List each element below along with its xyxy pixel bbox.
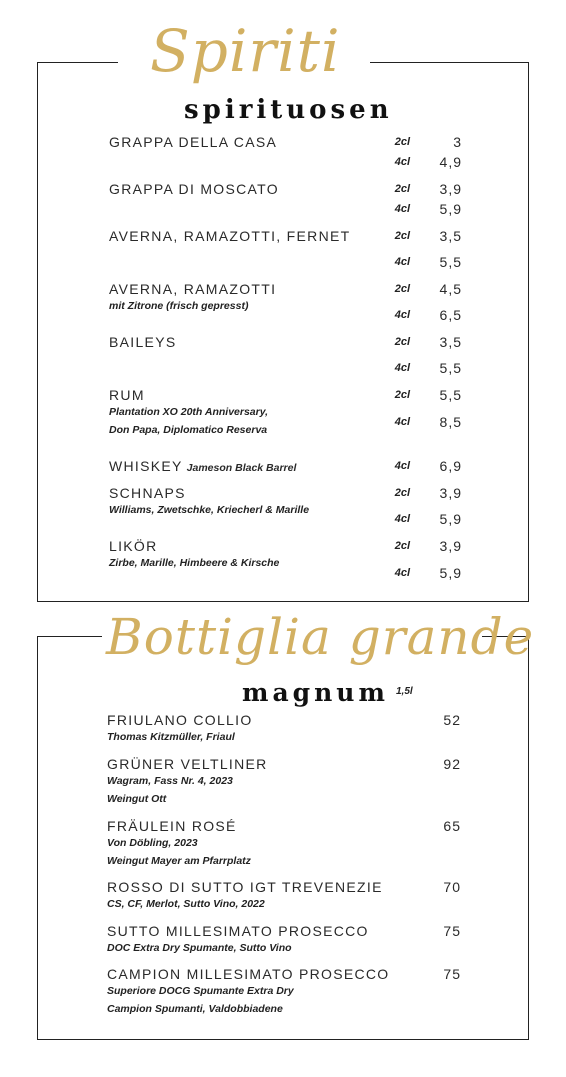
- spirit-price: 5,9: [439, 511, 462, 527]
- spirit-size: 4cl: [394, 460, 410, 472]
- spirit-size: 4cl: [394, 416, 410, 428]
- spirit-name-text: RUM: [109, 387, 145, 403]
- spirit-size: 2cl: [394, 136, 410, 148]
- magnum-price: 52: [443, 712, 461, 728]
- spirit-note-line: Williams, Zwetschke, Kriecherl & Marille: [109, 504, 310, 516]
- spirit-price: 3,5: [439, 334, 462, 350]
- spirit-name: [109, 458, 296, 474]
- spirit-name: [109, 334, 176, 350]
- spirit-price: 4,9: [439, 154, 462, 170]
- spirit-price: 3,9: [439, 485, 462, 501]
- spirit-name: [109, 485, 186, 501]
- spirit-name-text: AVERNA, RAMAZOTTI: [109, 281, 277, 297]
- magnum-name: CAMPION MILLESIMATO PROSECCO: [107, 966, 390, 982]
- spirit-note-line: mit Zitrone (frisch gepresst): [109, 300, 249, 312]
- spirit-name-text: LIKÖR: [109, 538, 158, 554]
- spirit-size: 4cl: [394, 203, 410, 215]
- magnum-script-title: Bottiglia grande: [106, 608, 535, 666]
- spirit-name: [109, 538, 158, 554]
- spirit-size: 4cl: [394, 309, 410, 321]
- spirit-price: 6,9: [439, 458, 462, 474]
- spirit-size: 4cl: [394, 256, 410, 268]
- magnum-name: ROSSO DI SUTTO IGT TREVENEZIE: [107, 879, 383, 895]
- spirit-price: 5,5: [439, 387, 462, 403]
- magnum-name: GRÜNER VELTLINER: [107, 756, 268, 772]
- spirit-size: 4cl: [394, 156, 410, 168]
- magnum-note-line: CS, CF, Merlot, Sutto Vino, 2022: [107, 898, 265, 910]
- spirit-price: 3,9: [439, 181, 462, 197]
- spirit-price: 5,5: [439, 360, 462, 376]
- spirit-name-text: WHISKEY: [109, 458, 183, 474]
- spirit-name: [109, 387, 145, 403]
- spirits-script-title: Spiriti: [150, 17, 341, 85]
- spirit-size: 4cl: [394, 513, 410, 525]
- spirit-name-text: GRAPPA DI MOSCATO: [109, 181, 279, 197]
- spirit-name-text: SCHNAPS: [109, 485, 186, 501]
- spirit-size: 2cl: [394, 230, 410, 242]
- magnum-note-line: Weingut Ott: [107, 793, 167, 805]
- magnum-note-line: Weingut Mayer am Pfarrplatz: [107, 855, 251, 867]
- spirit-name-text: GRAPPA DELLA CASA: [109, 134, 278, 150]
- magnum-heading: magnum: [242, 678, 389, 707]
- magnum-price: 65: [443, 818, 461, 834]
- spirit-name-text: AVERNA, RAMAZOTTI, FERNET: [109, 228, 351, 244]
- magnum-name: FRIULANO COLLIO: [107, 712, 253, 728]
- spirit-note-line: Zirbe, Marille, Himbeere & Kirsche: [109, 557, 280, 569]
- spirit-size: 2cl: [394, 487, 410, 499]
- spirit-inline-note: Jameson Black Barrel: [186, 462, 297, 474]
- spirit-name: [109, 228, 350, 244]
- magnum-note-line: Thomas Kitzmüller, Friaul: [107, 731, 235, 743]
- spirit-size: 2cl: [394, 183, 410, 195]
- spirit-price: 6,5: [439, 307, 462, 323]
- spirit-size: 4cl: [394, 362, 410, 374]
- spirit-size: 2cl: [394, 283, 410, 295]
- spirit-note-line: Plantation XO 20th Anniversary,: [109, 406, 269, 418]
- magnum-note-line: Campion Spumanti, Valdobbiadene: [107, 1003, 283, 1015]
- spirit-price: 5,5: [439, 254, 462, 270]
- spirit-name-text: BAILEYS: [109, 334, 177, 350]
- magnum-price: 92: [443, 756, 461, 772]
- spirit-size: 2cl: [394, 336, 410, 348]
- magnum-price: 75: [443, 923, 461, 939]
- magnum-size-note: 1,5l: [396, 686, 413, 697]
- magnum-price: 70: [443, 879, 461, 895]
- magnum-price: 75: [443, 966, 461, 982]
- spirit-name: [109, 181, 279, 197]
- spirit-note-line: Don Papa, Diplomatico Reserva: [109, 424, 268, 436]
- spirit-size: 2cl: [394, 389, 410, 401]
- spirit-size: 2cl: [394, 540, 410, 552]
- magnum-note-line: DOC Extra Dry Spumante, Sutto Vino: [107, 942, 292, 954]
- magnum-note-line: Wagram, Fass Nr. 4, 2023: [107, 775, 233, 787]
- magnum-note-line: Von Döbling, 2023: [107, 837, 198, 849]
- spirit-name: [109, 134, 277, 150]
- magnum-note-line: Superiore DOCG Spumante Extra Dry: [107, 985, 294, 997]
- spirit-price: 5,9: [439, 201, 462, 217]
- spirit-size: 4cl: [394, 567, 410, 579]
- spirit-price: 5,9: [439, 565, 462, 581]
- spirit-name: [109, 281, 276, 297]
- magnum-name: SUTTO MILLESIMATO PROSECCO: [107, 923, 369, 939]
- spirits-heading: spirituosen: [184, 95, 393, 125]
- spirit-price: 4,5: [439, 281, 462, 297]
- magnum-name: FRÄULEIN ROSÉ: [107, 818, 237, 834]
- spirit-price: 8,5: [439, 414, 462, 430]
- spirit-price: 3: [453, 134, 462, 150]
- spirit-price: 3,5: [439, 228, 462, 244]
- spirit-price: 3,9: [439, 538, 462, 554]
